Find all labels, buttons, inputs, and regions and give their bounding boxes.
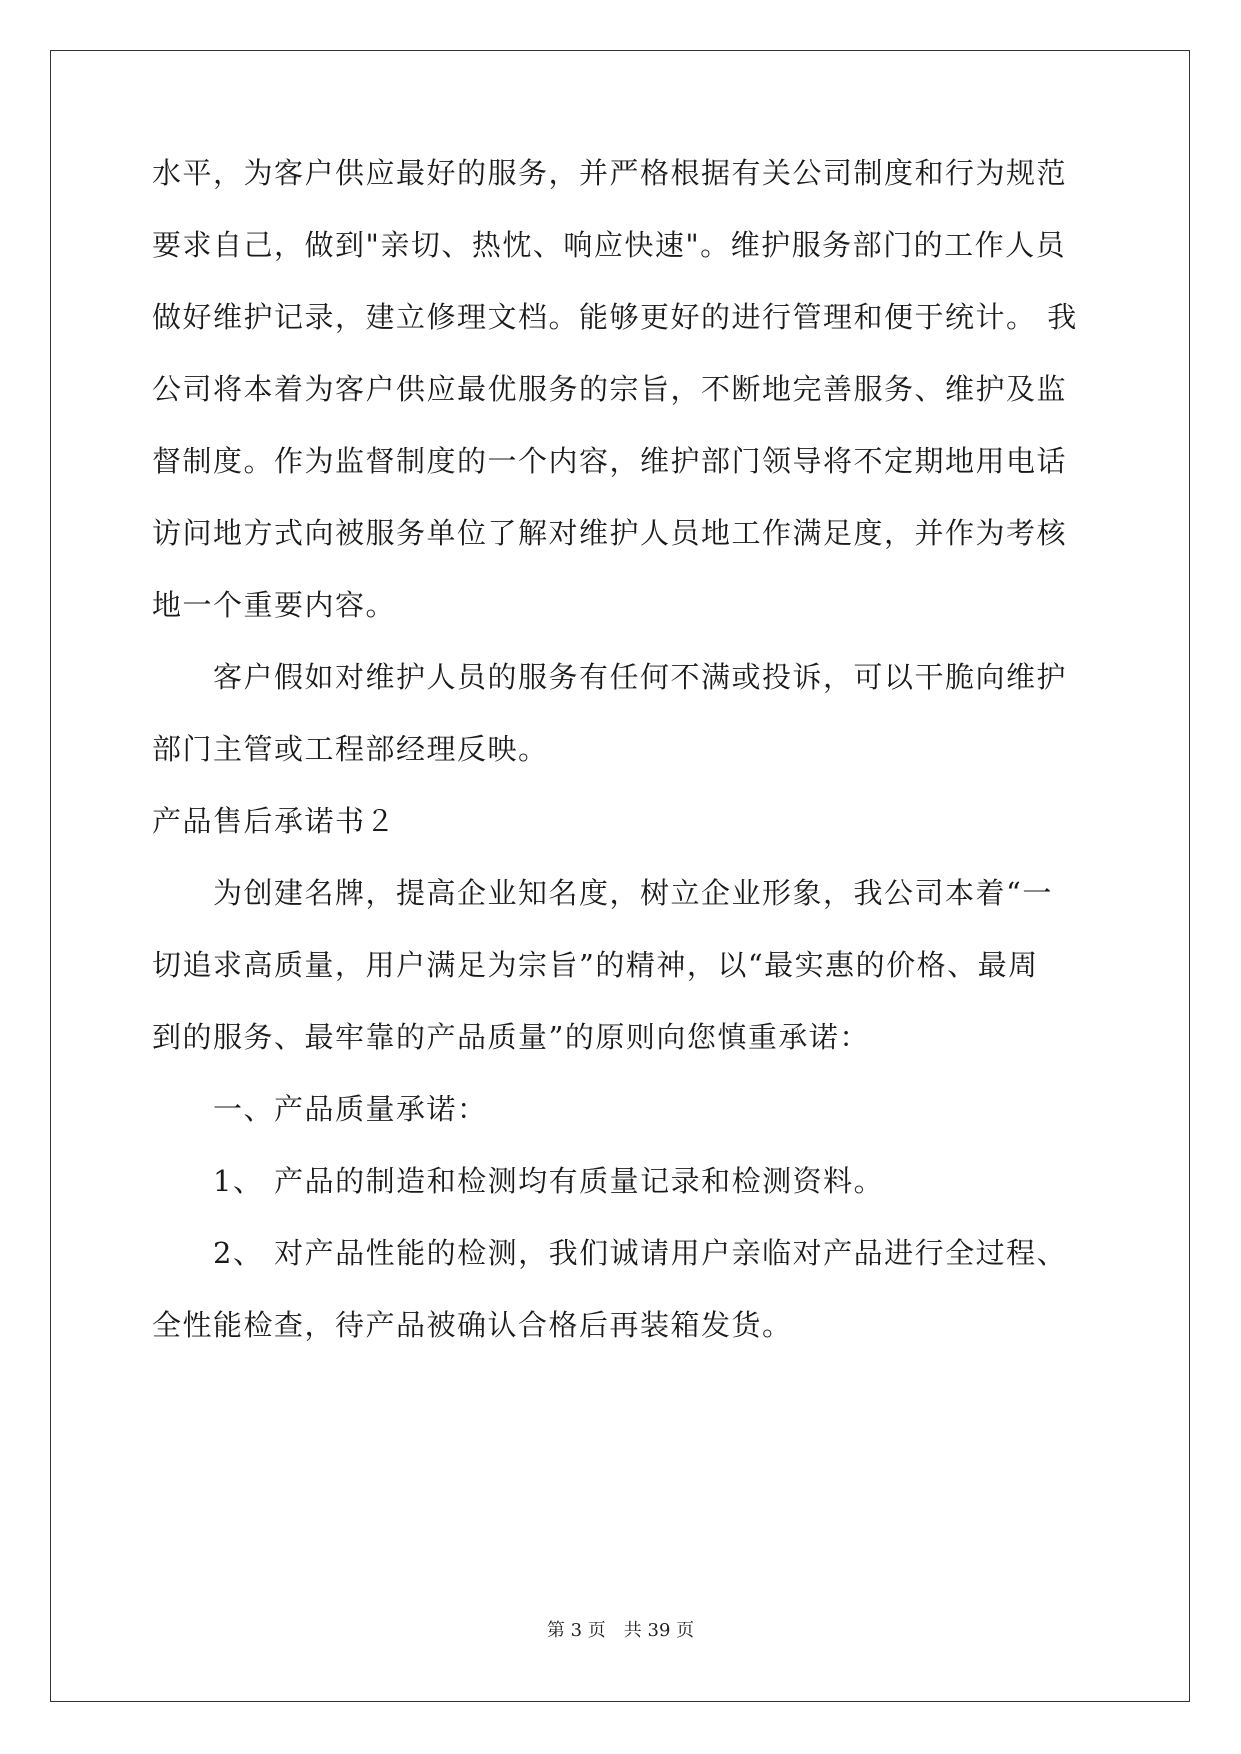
page-number: 第 3 页 共 39 页: [546, 1620, 695, 1641]
text-line: 部门主管或工程部经理反映。: [152, 732, 549, 766]
text-line: 到的服务、最牢靠的产品质量”的原则向您慎重承诺：: [152, 1020, 870, 1054]
text-line: 一、产品质量承诺：: [152, 1092, 488, 1126]
page-footer: [0, 1616, 1241, 1642]
text-line: 切追求高质量，用户满足为宗旨”的精神，以“最实惠的价格、最周: [152, 948, 1039, 982]
text-line: 公司将本着为客户供应最优服务的宗旨，不断地完善服务、维护及监: [152, 372, 1068, 406]
text-line: 为创建名牌，提高企业知名度，树立企业形象，我公司本着“一: [152, 876, 1053, 910]
text-line: 1、 产品的制造和检测均有质量记录和检测资料。: [152, 1164, 885, 1198]
text-line: 客户假如对维护人员的服务有任何不满或投诉，可以干脆向维护: [152, 660, 1068, 694]
text-line: 水平，为客户供应最好的服务，并严格根据有关公司制度和行为规范: [152, 156, 1068, 190]
text-line: 督制度。作为监督制度的一个内容，维护部门领导将不定期地用电话: [152, 444, 1068, 478]
text-line: 做好维护记录，建立修理文档。能够更好的进行管理和便于统计。 我: [152, 300, 1078, 334]
text-line: 访问地方式向被服务单位了解对维护人员地工作满足度，并作为考核: [152, 516, 1068, 550]
text-line: 要求自己，做到"亲切、热忱、响应快速"。维护服务部门的工作人员: [152, 228, 1067, 262]
text-line: 地一个重要内容。: [152, 588, 397, 622]
text-line: 2、 对产品性能的检测，我们诚请用户亲临对产品进行全过程、: [152, 1236, 1068, 1270]
text-line: 全性能检查，待产品被确认合格后再装箱发货。: [152, 1308, 793, 1342]
section-heading: 产品售后承诺书２: [152, 804, 397, 838]
